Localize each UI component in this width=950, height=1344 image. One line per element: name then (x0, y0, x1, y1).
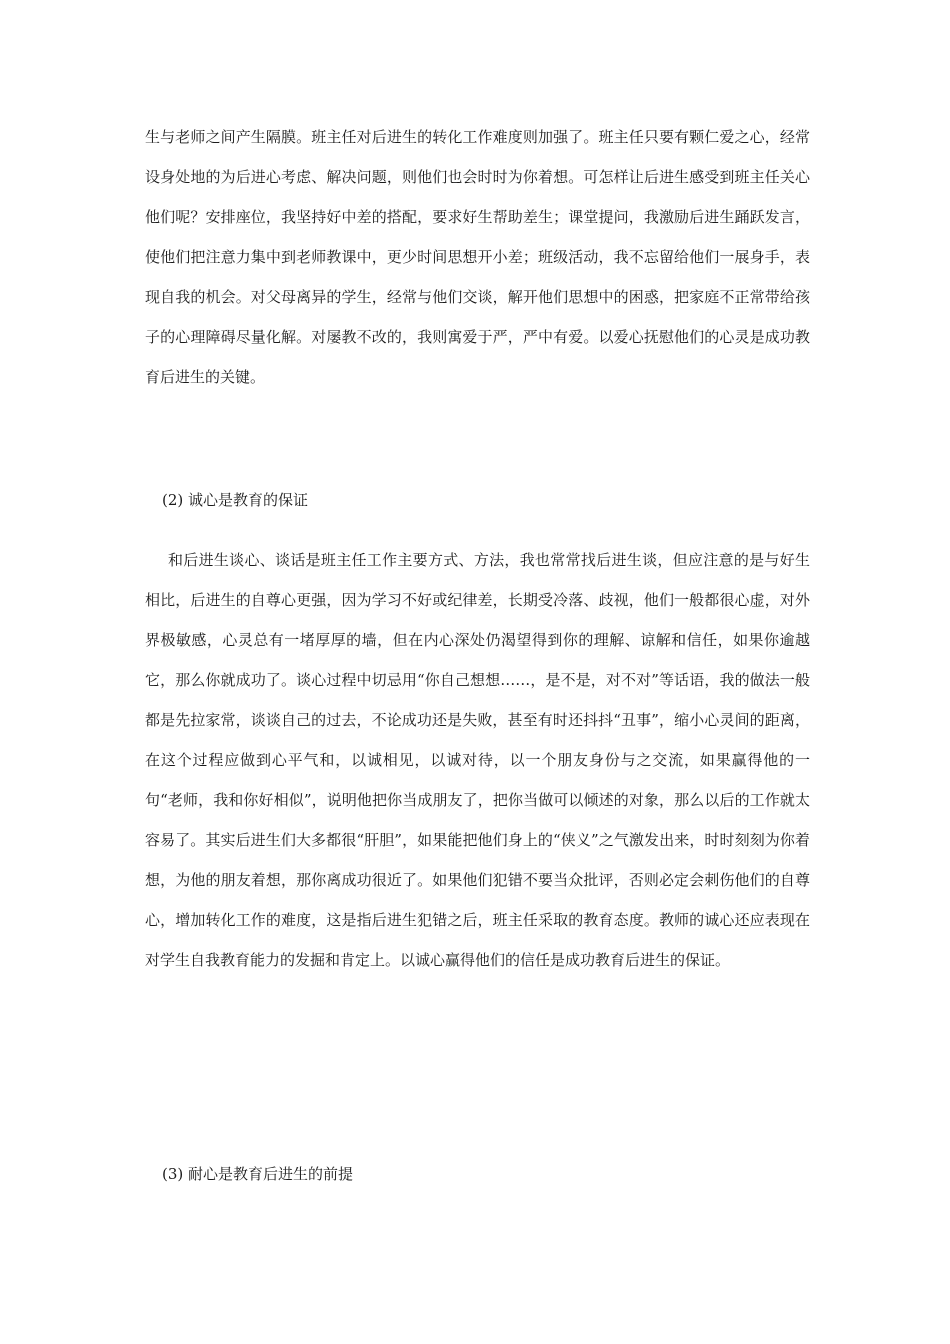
paragraph-love: 生与老师之间产生隔膜。班主任对后进生的转化工作难度则加强了。班主任只要有颗仁爱之心，经常设身处地的为后进心考虑、解决问题，则他们也会时时为你着想。可怎样让后进生感受到班主任关心他们呢？安排座位，我坚持好中差的搭配，要求好生帮助差生；课堂提问，我激励后进生踊跃发言，使他们把注意力集中到老师教课中，更少时间思想开小差；班级活动，我不忘留给他们一展身手，表现自我的机会。对父母离异的学生，经常与他们交谈，解开他们思想中的困惑，把家庭不正常带给孩子的心理障碍尽量化解。对屡教不改的，我则寓爱于严，严中有爱。以爱心抚慰他们的心灵是成功教育后进生的关键。 (145, 128, 810, 386)
section-heading-sincerity: (2) 诚心是教育的保证 (162, 491, 309, 509)
paragraph-sincerity: 和后进生谈心、谈话是班主任工作主要方式、方法，我也常常找后进生谈，但应注意的是与好生相比，后进生的自尊心更强，因为学习不好或纪律差，长期受冷落、歧视，他们一般都很心虚，对外界极敏感，心灵总有一堵厚厚的墙，但在内心深处仍渴望得到你的理解、谅解和信任，如果你逾越它，那么你就成功了。谈心过程中切忌用“你自己想想……，是不是，对不对”等话语，我的做法一般都是先拉家常，谈谈自己的过去，不论成功还是失败，甚至有时还抖抖“丑事”，缩小心灵间的距离，在这个过程应做到心平气和，以诚相见，以诚对待，以一个朋友身份与之交流，如果赢得他的一句“老师，我和你好相似”，说明他把你当成朋友了，把你当做可以倾述的对象，那么以后的工作就太容易了。其实后进生们大多都很“肝胆”，如果能把他们身上的“侠义”之气激发出来，时时刻刻为你着想，为他的朋友着想，那你离成功很近了。如果他们犯错不要当众批评，否则必定会刺伤他们的自尊心，增加转化工作的难度，这是指后进生犯错之后，班主任采取的教育态度。教师的诚心还应表现在对学生自我教育能力的发掘和肯定上。以诚心赢得他们的信任是成功教育后进生的保证。 (145, 551, 810, 969)
section-heading-patience: (3) 耐心是教育后进生的前提 (162, 1165, 354, 1183)
